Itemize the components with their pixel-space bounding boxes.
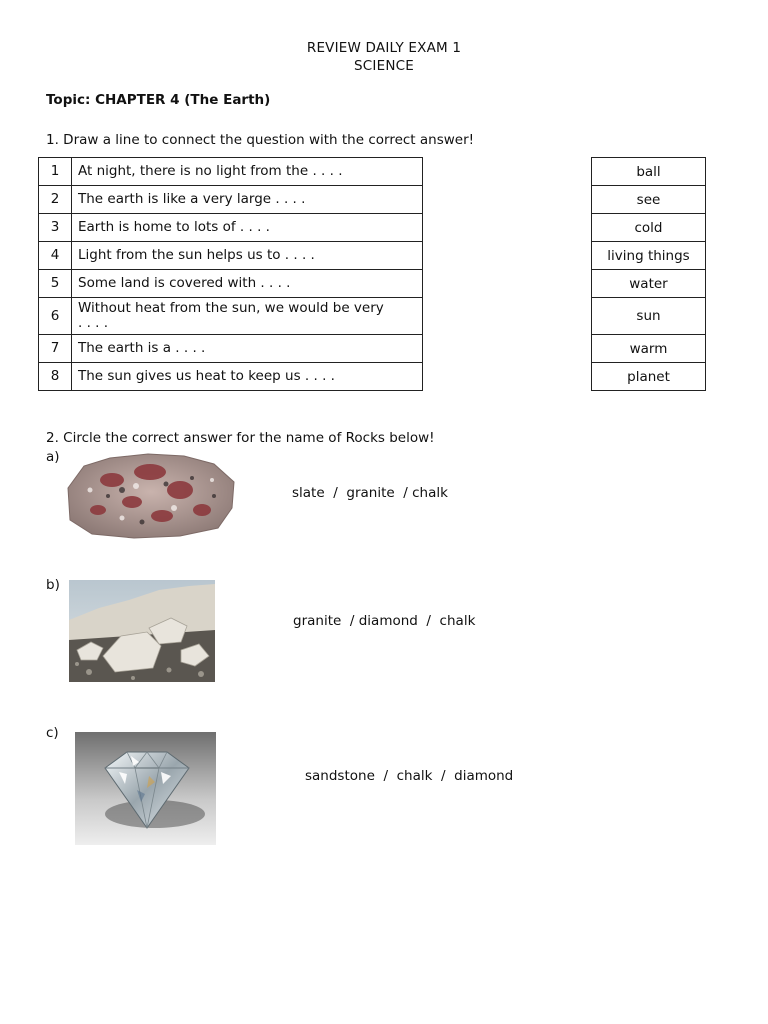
row-question: Without heat from the sun, we would be very . . . . [72,298,423,335]
answer-cell: sun [592,298,706,335]
table-row [39,214,423,242]
item-c-choices: sandstone / chalk / diamond [305,768,514,784]
table-row [39,298,423,335]
item-b-label: b) [46,577,60,593]
question-table [38,157,423,391]
answer-cell: cold [592,214,706,242]
item-a-label: a) [46,449,60,465]
row-number: 7 [39,335,72,363]
exam-subject: SCIENCE [354,58,414,74]
exam-title: REVIEW DAILY EXAM 1 [306,40,462,56]
row-number: 2 [39,186,72,214]
table-row [39,242,423,270]
granite-rock-image [62,450,238,540]
table-row [39,186,423,214]
item-b-choices: granite / diamond / chalk [293,613,476,629]
answer-cell: see [592,186,706,214]
table-row [39,158,423,186]
row-question: The earth is a . . . . [72,335,423,363]
row-question: Earth is home to lots of . . . . [72,214,423,242]
answer-cell: ball [592,158,706,186]
table-row [39,335,423,363]
row-number: 5 [39,270,72,298]
row-number: 1 [39,158,72,186]
answer-table [591,157,706,391]
question-1-instruction: 1. Draw a line to connect the question with the correct answer! [46,132,475,148]
question-2-instruction: 2. Circle the correct answer for the name of Rocks below! [46,430,435,446]
row-question: Light from the sun helps us to . . . . [72,242,423,270]
item-c-label: c) [46,725,59,741]
answer-cell: living things [592,242,706,270]
row-question: Some land is covered with . . . . [72,270,423,298]
row-number: 6 [39,298,72,335]
diamond-image [75,732,216,845]
row-question: The sun gives us heat to keep us . . . . [72,363,423,391]
row-number: 8 [39,363,72,391]
table-row [39,270,423,298]
table-row [39,363,423,391]
row-number: 4 [39,242,72,270]
answer-cell: water [592,270,706,298]
item-a-choices: slate / granite / chalk [292,485,448,501]
row-number: 3 [39,214,72,242]
answer-cell: planet [592,363,706,391]
answer-cell: warm [592,335,706,363]
topic-heading: Topic: CHAPTER 4 (The Earth) [46,92,271,108]
row-question: The earth is like a very large . . . . [72,186,423,214]
row-question: At night, there is no light from the . . . . [72,158,423,186]
chalk-rock-image [69,580,215,682]
